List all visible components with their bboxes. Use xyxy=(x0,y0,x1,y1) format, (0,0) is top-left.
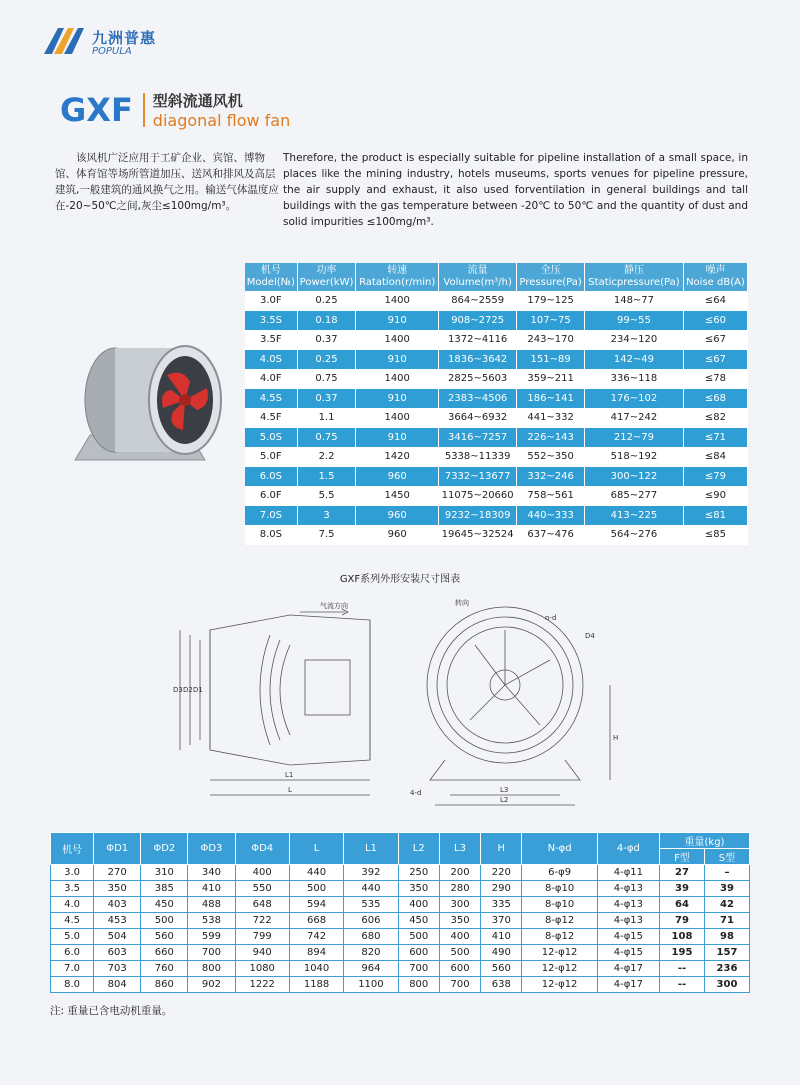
dimensions-cell: 6.0 xyxy=(51,945,94,961)
dimensions-cell: 4-φ15 xyxy=(597,945,659,961)
dimensions-row xyxy=(51,865,750,881)
dimensions-cell: 4-φ13 xyxy=(597,897,659,913)
dimensions-cell: 964 xyxy=(344,961,398,977)
performance-cell: 758~561 xyxy=(517,486,585,506)
performance-cell: 8.0S xyxy=(245,525,297,545)
performance-cell: 19645~32524 xyxy=(439,525,517,545)
header-pressure: 全压 Pressure(Pa) xyxy=(517,263,585,291)
header-power: 功率 Power(kW) xyxy=(297,263,356,291)
brand-name-en: POPULA xyxy=(92,46,132,57)
drawing-label-h: H xyxy=(613,734,619,742)
performance-cell: 300~122 xyxy=(585,467,684,487)
dims-header: L xyxy=(289,833,343,865)
dimensions-cell: 290 xyxy=(481,881,522,897)
dims-header: ΦD2 xyxy=(141,833,188,865)
dimensions-cell: 8-φ10 xyxy=(522,897,597,913)
dimensions-cell: 4-φ13 xyxy=(597,881,659,897)
dimensions-cell: 742 xyxy=(289,929,343,945)
performance-cell: ≤79 xyxy=(683,467,747,487)
header-volume: 流量 Volume(m³/h) xyxy=(439,263,517,291)
dimensions-cell: 535 xyxy=(344,897,398,913)
performance-cell: ≤85 xyxy=(683,525,747,545)
performance-cell: 413~225 xyxy=(585,506,684,526)
dimensions-cell: 335 xyxy=(481,897,522,913)
dimensions-cell: 4-φ17 xyxy=(597,977,659,993)
dimensions-cell: 39 xyxy=(660,881,705,897)
dimensions-cell: 157 xyxy=(704,945,749,961)
performance-row xyxy=(245,408,748,428)
dimensions-cell: 550 xyxy=(235,881,289,897)
dimensions-cell: 236 xyxy=(704,961,749,977)
dimensions-table-header xyxy=(51,833,750,849)
performance-row xyxy=(245,291,748,311)
dimensions-cell: 450 xyxy=(141,897,188,913)
drawing-label-4-d: 4-d xyxy=(410,789,422,797)
performance-cell: 151~89 xyxy=(517,350,585,370)
performance-cell: 910 xyxy=(356,311,439,331)
dimensions-cell: 560 xyxy=(141,929,188,945)
dimensions-cell: 392 xyxy=(344,865,398,881)
drawing-label-d3: D3 xyxy=(173,686,183,694)
brand-name-cn: 九洲普惠 xyxy=(92,29,157,47)
performance-cell: 908~2725 xyxy=(439,311,517,331)
dims-header: L1 xyxy=(344,833,398,865)
dimensions-cell: 340 xyxy=(188,865,235,881)
dimensions-cell: 538 xyxy=(188,913,235,929)
drawing-label-l2: L2 xyxy=(500,796,509,804)
dimensions-cell: 370 xyxy=(481,913,522,929)
performance-cell: ≤82 xyxy=(683,408,747,428)
performance-cell: 440~333 xyxy=(517,506,585,526)
dimensions-row xyxy=(51,929,750,945)
performance-cell: ≤60 xyxy=(683,311,747,331)
dims-header: N-φd xyxy=(522,833,597,865)
dimensions-cell: 410 xyxy=(188,881,235,897)
performance-row xyxy=(245,506,748,526)
dimensions-cell: 1100 xyxy=(344,977,398,993)
dimensions-cell: 799 xyxy=(235,929,289,945)
drawing-label-rotation: 转向 xyxy=(455,599,469,607)
performance-cell: 910 xyxy=(356,350,439,370)
dimensions-row xyxy=(51,977,750,993)
dimensions-cell: 5.0 xyxy=(51,929,94,945)
dimensions-cell: 606 xyxy=(344,913,398,929)
dimensions-cell: -- xyxy=(660,961,705,977)
weight-s-header: S型 xyxy=(704,849,749,865)
dimensions-cell: 300 xyxy=(439,897,480,913)
dimensions-cell: 940 xyxy=(235,945,289,961)
performance-cell: 6.0S xyxy=(245,467,297,487)
dimensions-cell: 1188 xyxy=(289,977,343,993)
performance-cell: 5.0F xyxy=(245,447,297,467)
performance-cell: 864~2559 xyxy=(439,291,517,311)
dimensions-row xyxy=(51,945,750,961)
dimensions-cell: 760 xyxy=(141,961,188,977)
dimensions-cell: 64 xyxy=(660,897,705,913)
performance-cell: 0.75 xyxy=(297,369,356,389)
dimensions-cell: 820 xyxy=(344,945,398,961)
performance-cell: 2825~5603 xyxy=(439,369,517,389)
drawing-label-l3: L3 xyxy=(500,786,509,794)
performance-cell: 148~77 xyxy=(585,291,684,311)
performance-cell: 3416~7257 xyxy=(439,428,517,448)
performance-cell: 637~476 xyxy=(517,525,585,545)
performance-row xyxy=(245,447,748,467)
drawing-label-l: L xyxy=(288,786,292,794)
performance-cell: 910 xyxy=(356,428,439,448)
performance-cell: 4.0S xyxy=(245,350,297,370)
dimensions-cell: 440 xyxy=(344,881,398,897)
fan-photo xyxy=(55,330,235,490)
dimensions-cell: 648 xyxy=(235,897,289,913)
drawing-label-d2: D2 xyxy=(183,686,193,694)
performance-cell: ≤71 xyxy=(683,428,747,448)
dimensions-cell: 440 xyxy=(289,865,343,881)
dimensions-cell: 902 xyxy=(188,977,235,993)
dimensions-cell: 703 xyxy=(94,961,141,977)
performance-cell: 1.5 xyxy=(297,467,356,487)
dims-header: ΦD3 xyxy=(188,833,235,865)
dimensions-cell: 8-φ12 xyxy=(522,913,597,929)
performance-row xyxy=(245,389,748,409)
performance-cell: 0.75 xyxy=(297,428,356,448)
performance-cell: 564~276 xyxy=(585,525,684,545)
performance-cell: 4.5F xyxy=(245,408,297,428)
performance-table xyxy=(245,263,748,545)
dimensions-cell: 270 xyxy=(94,865,141,881)
dimensions-cell: -- xyxy=(660,977,705,993)
dims-header: L2 xyxy=(398,833,439,865)
title-en: diagonal flow fan xyxy=(152,111,291,130)
performance-cell: 5338~11339 xyxy=(439,447,517,467)
performance-cell: 2.2 xyxy=(297,447,356,467)
dimensions-cell: 894 xyxy=(289,945,343,961)
performance-cell: ≤68 xyxy=(683,389,747,409)
drawing-title: GXF系列外形安装尺寸图表 xyxy=(339,574,461,585)
performance-cell: ≤90 xyxy=(683,486,747,506)
dimensions-cell: 860 xyxy=(141,977,188,993)
dimensions-cell: 1222 xyxy=(235,977,289,993)
performance-row xyxy=(245,467,748,487)
performance-cell: 960 xyxy=(356,467,439,487)
dimensions-cell: 668 xyxy=(289,913,343,929)
performance-cell: 1400 xyxy=(356,408,439,428)
performance-cell: 417~242 xyxy=(585,408,684,428)
dims-header: ΦD1 xyxy=(94,833,141,865)
dimensions-row xyxy=(51,881,750,897)
dimensions-cell: 700 xyxy=(398,961,439,977)
dimensions-cell: 27 xyxy=(660,865,705,881)
dimensions-cell: 600 xyxy=(439,961,480,977)
dimensions-cell: 603 xyxy=(94,945,141,961)
dimensions-cell: 594 xyxy=(289,897,343,913)
dimensions-cell: 350 xyxy=(398,881,439,897)
performance-cell: 1450 xyxy=(356,486,439,506)
dimensions-row xyxy=(51,913,750,929)
performance-cell: 9232~18309 xyxy=(439,506,517,526)
dimensions-cell: 42 xyxy=(704,897,749,913)
dims-header: ΦD4 xyxy=(235,833,289,865)
header-rotation: 转速 Ratation(r/min) xyxy=(356,263,439,291)
dims-header: L3 xyxy=(439,833,480,865)
performance-cell: 3 xyxy=(297,506,356,526)
performance-cell: 0.25 xyxy=(297,291,356,311)
dimensions-cell: 250 xyxy=(398,865,439,881)
dimensions-cell: 453 xyxy=(94,913,141,929)
performance-cell: 1400 xyxy=(356,330,439,350)
performance-cell: 1372~4116 xyxy=(439,330,517,350)
performance-cell: 11075~20660 xyxy=(439,486,517,506)
performance-cell: 3.5S xyxy=(245,311,297,331)
performance-cell: 1400 xyxy=(356,291,439,311)
footnote: 注: 重量已含电动机重量。 xyxy=(50,1005,173,1017)
performance-cell: 960 xyxy=(356,506,439,526)
dimensions-cell: 600 xyxy=(398,945,439,961)
performance-cell: 685~277 xyxy=(585,486,684,506)
performance-cell: 5.0S xyxy=(245,428,297,448)
weight-f-header: F型 xyxy=(660,849,705,865)
dimensions-cell: 3.0 xyxy=(51,865,94,881)
title-divider xyxy=(143,93,145,127)
dimensions-cell: 700 xyxy=(188,945,235,961)
dimensions-cell: 4.5 xyxy=(51,913,94,929)
dimensions-cell: 700 xyxy=(439,977,480,993)
dimensions-cell: 560 xyxy=(481,961,522,977)
dimensions-cell: 310 xyxy=(141,865,188,881)
dimensions-cell: 400 xyxy=(235,865,289,881)
dimensions-cell: 350 xyxy=(94,881,141,897)
performance-table-header xyxy=(245,263,748,291)
dimensions-cell: 79 xyxy=(660,913,705,929)
dimensions-cell: 280 xyxy=(439,881,480,897)
dimensions-cell: 500 xyxy=(289,881,343,897)
dimensions-cell: 385 xyxy=(141,881,188,897)
dimensions-cell: 4-φ11 xyxy=(597,865,659,881)
performance-cell: 6.0F xyxy=(245,486,297,506)
performance-cell: 3.0F xyxy=(245,291,297,311)
dimensions-cell: 8.0 xyxy=(51,977,94,993)
performance-cell: 552~350 xyxy=(517,447,585,467)
description-cn: 该风机广泛应用于工矿企业、宾馆、博物馆、体育馆等场所管道加压、送风和排风及高层建筑,一般建筑的通风换气之用。输送气体温度应在-20~50℃之间,灰尘≤100mg/m³。 xyxy=(55,152,279,212)
performance-cell: 960 xyxy=(356,525,439,545)
drawing-label-airflow: 气流方向 xyxy=(320,602,348,610)
dimensions-cell: 8-φ12 xyxy=(522,929,597,945)
performance-cell: ≤84 xyxy=(683,447,747,467)
performance-cell: 4.5S xyxy=(245,389,297,409)
dimensions-cell: 12-φ12 xyxy=(522,977,597,993)
dimensions-cell: 4-φ17 xyxy=(597,961,659,977)
drawing-label-n-d: n-d xyxy=(545,614,557,622)
performance-cell: 226~143 xyxy=(517,428,585,448)
performance-cell: 1420 xyxy=(356,447,439,467)
dimensions-cell: 599 xyxy=(188,929,235,945)
performance-cell: 910 xyxy=(356,389,439,409)
dimensions-cell: 4.0 xyxy=(51,897,94,913)
dimensions-cell: 12-φ12 xyxy=(522,945,597,961)
performance-cell: ≤67 xyxy=(683,330,747,350)
performance-cell: 0.37 xyxy=(297,330,356,350)
dimensions-cell: 3.5 xyxy=(51,881,94,897)
header-noise: 噪声 Noise dB(A) xyxy=(683,263,747,291)
dimensions-cell: 4-φ13 xyxy=(597,913,659,929)
header-model: 机号 Model(№) xyxy=(245,263,297,291)
description-en: Therefore, the product is especially suitable for pipeline installation of a small space, in places like the mining industry, hotels museums, sports venues for pipeline pressure, the air supply and exhaust, it also used forventilation in general buildings and tall buildings with the gas temperature between -20℃ to 50℃ and the quantity of dust and solid impurities ≤100mg/m³. xyxy=(283,152,748,228)
performance-row xyxy=(245,369,748,389)
drawing-label-l1: L1 xyxy=(285,771,294,779)
performance-cell: 107~75 xyxy=(517,311,585,331)
performance-cell: ≤78 xyxy=(683,369,747,389)
title-cn: 型斜流通风机 xyxy=(152,92,243,110)
performance-row xyxy=(245,330,748,350)
dimensions-cell: 200 xyxy=(439,865,480,881)
brand-logo xyxy=(40,24,156,60)
dimensions-cell: 195 xyxy=(660,945,705,961)
installation-drawing xyxy=(170,590,630,820)
dimensions-cell: 1080 xyxy=(235,961,289,977)
dimensions-cell: 403 xyxy=(94,897,141,913)
performance-cell: ≤81 xyxy=(683,506,747,526)
dimensions-cell: 1040 xyxy=(289,961,343,977)
performance-cell: 332~246 xyxy=(517,467,585,487)
performance-cell: 4.0F xyxy=(245,369,297,389)
performance-cell: 243~170 xyxy=(517,330,585,350)
weight-header: 重量(kg) xyxy=(660,833,750,849)
performance-cell: 441~332 xyxy=(517,408,585,428)
dimensions-cell: 722 xyxy=(235,913,289,929)
dimensions-cell: 800 xyxy=(188,961,235,977)
performance-cell: ≤67 xyxy=(683,350,747,370)
dimensions-cell: – xyxy=(704,865,749,881)
performance-cell: 7.5 xyxy=(297,525,356,545)
dimensions-row xyxy=(51,961,750,977)
performance-cell: 186~141 xyxy=(517,389,585,409)
performance-cell: 176~102 xyxy=(585,389,684,409)
performance-cell: 1400 xyxy=(356,369,439,389)
dimensions-cell: 500 xyxy=(398,929,439,945)
performance-cell: 1836~3642 xyxy=(439,350,517,370)
performance-row xyxy=(245,486,748,506)
performance-cell: 212~79 xyxy=(585,428,684,448)
dimensions-cell: 300 xyxy=(704,977,749,993)
product-title xyxy=(60,90,290,130)
performance-cell: 234~120 xyxy=(585,330,684,350)
dimensions-cell: 400 xyxy=(439,929,480,945)
dimensions-cell: 500 xyxy=(439,945,480,961)
dimensions-cell: 490 xyxy=(481,945,522,961)
performance-cell: 99~55 xyxy=(585,311,684,331)
dimensions-table xyxy=(50,832,750,993)
performance-cell: ≤64 xyxy=(683,291,747,311)
dimensions-cell: 12-φ12 xyxy=(522,961,597,977)
performance-row xyxy=(245,525,748,545)
dimensions-cell: 39 xyxy=(704,881,749,897)
header-static-pressure: 静压 Staticpressure(Pa) xyxy=(585,263,684,291)
performance-cell: 142~49 xyxy=(585,350,684,370)
dimensions-cell: 680 xyxy=(344,929,398,945)
model-name: GXF xyxy=(60,91,133,129)
performance-cell: 3664~6932 xyxy=(439,408,517,428)
performance-row xyxy=(245,428,748,448)
dims-header: H xyxy=(481,833,522,865)
dimensions-cell: 638 xyxy=(481,977,522,993)
dimensions-cell: 400 xyxy=(398,897,439,913)
dimensions-cell: 488 xyxy=(188,897,235,913)
performance-row xyxy=(245,311,748,331)
performance-cell: 2383~4506 xyxy=(439,389,517,409)
dimensions-cell: 71 xyxy=(704,913,749,929)
dimensions-cell: 800 xyxy=(398,977,439,993)
performance-cell: 336~118 xyxy=(585,369,684,389)
dimensions-cell: 98 xyxy=(704,929,749,945)
performance-cell: 518~192 xyxy=(585,447,684,467)
dims-header: 机号 xyxy=(51,833,94,865)
dimensions-cell: 350 xyxy=(439,913,480,929)
dimensions-cell: 220 xyxy=(481,865,522,881)
performance-cell: 0.25 xyxy=(297,350,356,370)
dimensions-cell: 7.0 xyxy=(51,961,94,977)
dimensions-cell: 410 xyxy=(481,929,522,945)
performance-cell: 1.1 xyxy=(297,408,356,428)
dimensions-cell: 8-φ10 xyxy=(522,881,597,897)
performance-cell: 3.5F xyxy=(245,330,297,350)
dimensions-row xyxy=(51,897,750,913)
dimensions-cell: 6-φ9 xyxy=(522,865,597,881)
performance-cell: 5.5 xyxy=(297,486,356,506)
dims-header: 4-φd xyxy=(597,833,659,865)
dimensions-cell: 108 xyxy=(660,929,705,945)
dimensions-cell: 804 xyxy=(94,977,141,993)
logo-mark-icon xyxy=(40,24,88,60)
performance-row xyxy=(245,350,748,370)
dimensions-cell: 450 xyxy=(398,913,439,929)
dimensions-cell: 4-φ15 xyxy=(597,929,659,945)
performance-cell: 0.18 xyxy=(297,311,356,331)
drawing-label-d1: D1 xyxy=(193,686,203,694)
performance-cell: 0.37 xyxy=(297,389,356,409)
performance-cell: 7332~13677 xyxy=(439,467,517,487)
dimensions-cell: 500 xyxy=(141,913,188,929)
dimensions-cell: 504 xyxy=(94,929,141,945)
drawing-label-d4: D4 xyxy=(585,632,595,640)
performance-cell: 179~125 xyxy=(517,291,585,311)
performance-cell: 359~211 xyxy=(517,369,585,389)
dimensions-cell: 660 xyxy=(141,945,188,961)
performance-cell: 7.0S xyxy=(245,506,297,526)
